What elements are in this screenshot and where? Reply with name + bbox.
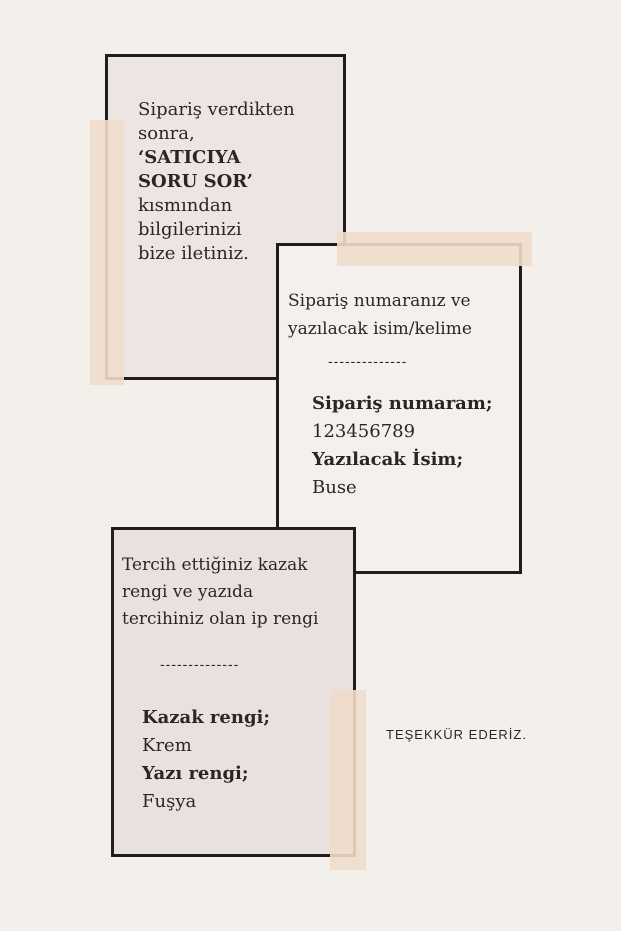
divider: -------------- <box>160 656 240 672</box>
text-line: rengi ve yazıda <box>122 582 254 602</box>
text-line: bilgilerinizi <box>138 219 242 240</box>
name-label: Yazılacak İsim; <box>312 449 464 470</box>
tape-decoration <box>90 120 124 385</box>
text-line: SORU SOR’ <box>138 171 253 192</box>
card1-text <box>138 98 295 266</box>
text-line: ‘SATICIYA <box>138 147 241 168</box>
sweater-label: Kazak rengi; <box>142 707 271 728</box>
order-heading <box>288 287 472 343</box>
sweater-value: Krem <box>142 735 192 756</box>
text-line: sonra, <box>138 123 195 144</box>
order-value: 123456789 <box>312 421 416 442</box>
tape-decoration <box>337 232 532 266</box>
text-color-label: Yazı rengi; <box>142 763 249 784</box>
color-details <box>142 704 270 816</box>
divider: -------------- <box>328 353 408 369</box>
text-line: Sipariş verdikten <box>138 99 295 120</box>
order-details <box>312 390 493 502</box>
text-line: yazılacak isim/kelime <box>288 319 472 339</box>
text-line: tercihiniz olan ip rengi <box>122 609 319 629</box>
text-line: kısmından <box>138 195 233 216</box>
color-heading <box>122 552 318 633</box>
order-label: Sipariş numaram; <box>312 393 493 414</box>
text-line: bize iletiniz. <box>138 243 249 264</box>
text-line: Sipariş numaranız ve <box>288 291 471 311</box>
text-line: Tercih ettiğiniz kazak <box>122 555 308 575</box>
thanks-text: TEŞEKKÜR EDERİZ. <box>386 727 527 742</box>
text-color-value: Fuşya <box>142 791 197 812</box>
tape-decoration <box>330 690 366 870</box>
name-value: Buse <box>312 477 357 498</box>
